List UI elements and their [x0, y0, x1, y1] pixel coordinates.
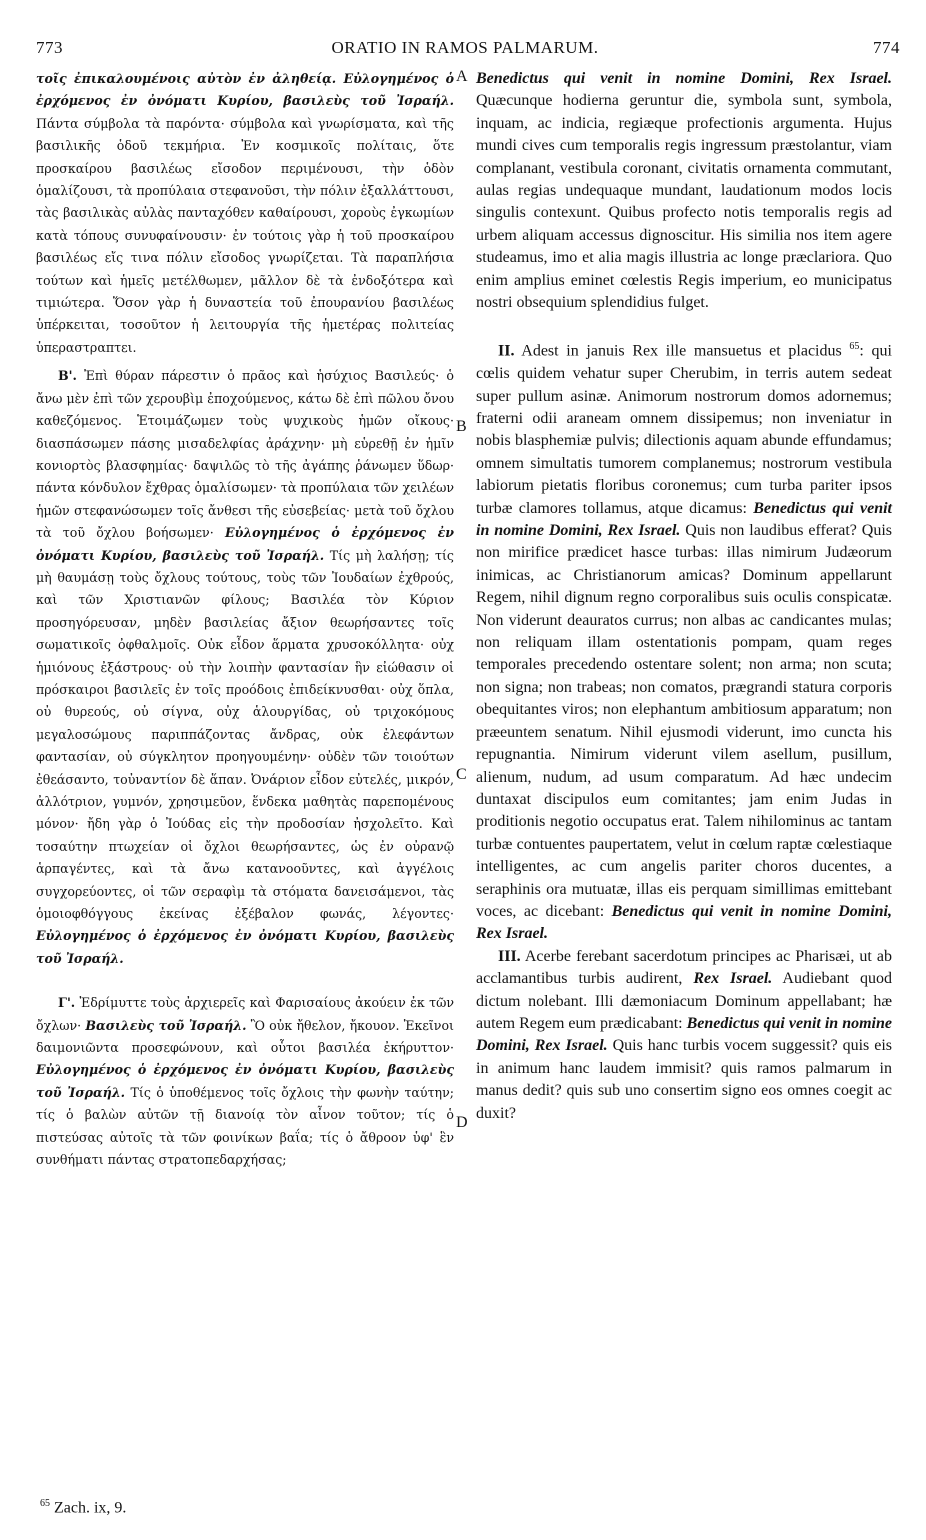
latin-paragraph-1: [476, 68, 892, 314]
text-run: : qui cœlis quidem vehatur super Cherubim, in terris autem sedeat super pullum asinæ. Animorum nostrorum domos adornemus; fraterni odii araneam omnem dissipemus; non inveniatur in nobis blasphemiæ pulvis; dilectionis aquam abunde effundamus; omnem simultatis tumorem complanemus; nostrorum vestibula labiorum pietatis floribus coronemus; cum turba pariter ipsos turbæ clamores tollamus, atque dicamus:: [476, 342, 893, 517]
quotation-run: Εὐλογημένος ὁ ἐρχόμενος ἐν ὀνόματι Κυρίου, βασιλεὺς τοῦ Ἰσραήλ.: [36, 1062, 454, 1100]
text-run: Ὃ οὐκ ἤθελον, ἤκουον. Ἐκεῖνοι δαιμονιῶντα προσεφώνουν, καὶ οὗτοι βασιλέα ἐκήρυττον·: [36, 1017, 454, 1056]
section-number: II.: [498, 342, 515, 360]
page-number-right: 774: [873, 38, 900, 57]
section-number: Β'.: [58, 368, 77, 384]
quotation-run: Rex Israel.: [693, 970, 773, 988]
margin-letter-a: A: [456, 68, 468, 85]
page-number-left: 773: [36, 38, 63, 57]
text-run: Acerbe ferebant sacerdotum principes ac Pharisæi, ut ab acclamantibus turbis audirent,: [476, 947, 892, 988]
greek-paragraph-1: [36, 68, 454, 359]
quotation-run: Benedictus qui venit in nomine Domini, Rex Israel.: [476, 902, 892, 943]
text-run: Ἐδρίμυττε τοὺς ἀρχιερεῖς καὶ Φαρισαίους ἀκούειν ἐκ τῶν ὄχλων·: [36, 995, 454, 1033]
footnote-ref: 65: [849, 341, 860, 353]
text-run: Τίς μὴ λαλήσῃ; τίς μὴ θαυμάσῃ τοὺς ὄχλους τούτους, τοὺς τῶν Ἰουδαίων ἐχθρούς, καὶ τῶν Χριστιανῶν φίλους; Βασιλέα τὸν Κύριον προσηγόρευσαν, μηδὲν βασιλείας ἄξιον θεωρήσαντες τοῖς σωματικοῖς ὀφθαλμοῖς. Οὐκ εἶδον ἅρματα χρυσοκόλλητα· οὐχ ἡμιόνους ἐξάστρους· οὐ τὴν λοιπὴν φαντασίαν ἣν εἰώθασιν οἱ πρόσκαιροι βασιλεῖς ἐν τοῖς προόδοις ἐπιδείκνυσθαι· οὐχ ὅπλα, οὐ θυρεούς, οὐ σίγνα, οὐχ ἁλουργίδας, οὐ τριχοκόμους μεγαλοσώμους παριππάζοντας ἄνδρας, οὐκ ἐλεφάντων φαντασίαν, οὐ σύγκλητον προηγουμένην· οὐδὲν τῶν τοιούτων ἐθεάσαντο, τοὐναντίον δὲ ἅπαν. Ὀνάριον εἶδον εὐτελές, μικρόν, ἀλλότριον, γυμνόν, χρησιμεῦον, ἕνδεκα μαθητὰς παρεπομένους μόνον· ἤδη γὰρ ὁ Ἰούδας εἰς τὴν προδοσίαν ἠσχολεῖτο. Καὶ τοσαύτην πτωχείαν οἱ ὄχλοι θεωρήσαντες, ὡς ἐν οὐρανῷ ἁρπαγέντες, καὶ τὰ ἄνω κατανοοῦντες, καὶ ἀγγέλοις συγχορεύοντες, οἱ τῶν σεραφὶμ τὰ στόματα δανεισάμενοι, τὰς ὁμοιοφθόγγους ἐκείνας ἐξέβαλον φωνάς, λέγοντες·: [36, 547, 454, 922]
section-number: III.: [498, 947, 521, 965]
quotation-run: Εὐλογημένος ὁ ἐρχόμενος ἐν ὀνόματι Κυρίου, βασιλεὺς τοῦ Ἰσραήλ.: [36, 525, 455, 563]
running-title: ORATIO IN RAMOS PALMARUM.: [331, 38, 599, 57]
text-run: Ἐπὶ θύραν πάρεστιν ὁ πρᾶος καὶ ἡσύχιος Βασιλεύς· ὁ ἄνω μὲν ἐπὶ τῶν χερουβὶμ ἐποχούμενος, κάτω δὲ ἐπὶ πῶλου ὄνου καθεζόμενος. Ἑτοιμάζωμεν τοὺς ψυχικοὺς ἡμῶν οἴκους· διασπάσωμεν πάσης μισαδελφίας ἀράχνην· μὴ εὑρεθῇ ἐν ἡμῖν κονιορτὸς βλασφημίας· δαψιλῶς τὸ τῆς ἀγάπης ῥάνωμεν ὕδωρ· πάντα κόνδυλον ἔχθρας ὁμαλίσωμεν· τὰ προπύλαια τῶν χειλέων ἡμῶν στεφανώσωμεν τοῖς ἄνθεσι τῆς εὐσεβείας· μετὰ τοῦ ὄχλου τὰ τοῦ ὄχλου βοήσωμεν·: [36, 368, 454, 541]
text-run: Adest in januis Rex ille mansuetus et placidus: [514, 342, 850, 360]
text-run: Πάντα σύμβολα τὰ παρόντα· σύμβολα καὶ γνωρίσματα, καὶ τῆς βασιλικῆς ὁδοῦ τεκμήρια. Ἐν κοσμικοῖς πολίταις, ὅτε προσκαίρου βασιλέως εἴσοδον περιμένουσι, τὴν ὁδὸν ὁμαλίζουσι, τὰ προπύλαια στεφανοῦσι, τὴν πόλιν ἐξαλλάττουσι, τὰς βασιλικὰς αὐλὰς πανταχόθεν καθαίρουσι, χοροὺς ἐγκωμίων κατὰ τόπους συνυφαίνουσιν· ἐν τούτοις γὰρ ἡ τοῦ προσκαίρου βασιλέως εἴς τινα πόλιν εἴσοδος γνωρίζεται. Τὰ παραπλήσια τούτων καὶ ἡμεῖς μετέλθωμεν, μᾶλλον δὲ τὰ ἐνδοξότερα καὶ τιμιώτερα. Ὅσον γὰρ ἡ δυναστεία τοῦ ἐπουρανίου βασιλέως ὑπέρκειται, τοσοῦτον ἡ λειτουργία τῆς ἡμετέρας πολιτείας ὑπεραστραπτει.: [36, 115, 454, 355]
section-number: Γ'.: [58, 995, 76, 1011]
text-run: Quæcunque hodierna geruntur die, symbola sunt, symbola, inquam, ac indicia, regiæque profectionis argumenta. Hujus mundi cives cum temporalis regis ingressum præstolantur, viam complanant, vestibula coronant, civitatis ornamenta commutant, aulas regias undequaque mundant, laudationum modos locis singulis contexunt. Quibus profecto notis temporalis regis ad urbem aliquam accessus dignoscitur. His similia nos item agere studeamus, imo et alia magis illustria ac longe præclariora. Quo enim amplius eminet cœlestis Regis imperium, eo municipatus nostri obsequium splendidius fulget.: [476, 92, 892, 312]
quotation-run: Benedictus qui venit in nomine Domini, Rex Israel.: [476, 70, 892, 87]
greek-paragraph-3: [36, 992, 454, 1171]
margin-letter-b: B: [456, 418, 467, 435]
greek-paragraph-2: [36, 365, 454, 970]
latin-paragraph-2: [476, 336, 892, 945]
quotation-run: Βασιλεὺς τοῦ Ἰσραήλ.: [85, 1017, 247, 1033]
quotation-run: τοῖς ἐπικαλουμένοις αὐτὸν ἐν ἀληθείᾳ. Εὐλογημένος ὁ ἐρχόμενος ἐν ὀνόματι Κυρίου, βασιλεὺς τοῦ Ἰσραήλ.: [36, 71, 454, 109]
latin-paragraph-3: [476, 946, 892, 1125]
quotation-run: Εὐλογημένος ὁ ἐρχόμενος ἐν ὀνόματι Κυρίου, βασιλεὺς τοῦ Ἰσραήλ.: [36, 928, 454, 966]
text-run: Quis non laudibus efferat? Quis non mirifice prædicet hasce turbas: illas nimirum Judæorum inimicas, ac Christianorum amicas? Dominum appellarunt Regem, nihil dignum regno corporalibus suis oculis conspicatæ. Non viderunt deauratos currus; non albas ac candicantes mulas; non reliquam illam ostentationis pompam, quam reges temporales precedendo ostentare solent; non arma; non scuta; non signa; non trabeas; non comatos, prægrandi statura corporis obequitantes viros; non elephantum ambitiosum apparatum; non præeuntem senatum. Nihil ejusmodi viderunt, imo cuncta his repugnantia. Nimirum viderunt vilem asellum, pusillum, alienum, nudum, ad usum comparatum. Ad hæc undecim duntaxat discipulos eum comitantes; jam enim Judas in proditionis negotio occupatus erat. Talem nihilominus ac tantam turbæ contuentes paupertatem, velut in cœlum raptæ cœlestiaque intelligentes, ac cum angelis pariter choros ducentes, a seraphinis ora mutuatæ, illas eis perquam simillimas emittebant voces, ac dicebant:: [476, 522, 893, 920]
page-header: [30, 38, 900, 64]
text-run: Audiebant quod dictum nolebant. Illi dæmoniacum Dominum appellabant; hæ autem Regem eum prædicabant:: [476, 970, 893, 1032]
latin-column: [476, 68, 892, 1125]
footnote-text: Zach. ix, 9.: [54, 1499, 127, 1517]
quotation-run: Benedictus qui venit in nomine Domini, Rex Israel.: [476, 499, 892, 540]
greek-column: [36, 68, 454, 1172]
footnote-number: 65: [40, 1498, 50, 1509]
margin-letter-c: C: [456, 766, 467, 783]
quotation-run: Benedictus qui venit in nomine Domini, Rex Israel.: [476, 1014, 892, 1055]
text-run: Quis hanc turbis vocem suggessit? quis eis in animum hanc laudem immisit? quis ramos palmarum in manus dedit? quis sub uno consertim signo eos omnes coegit ac duxit?: [476, 1037, 892, 1122]
text-run: Τίς ὁ ὑποθέμενος τοῖς ὄχλοις τὴν φωνὴν ταύτην; τίς ὁ βαλὼν αὐτῶν τῇ διανοίᾳ τὸν αἶνον τοῦτον; τίς ὁ πιστεύσας αὐτοῖς τὰ τῶν φοινίκων βαΐα; τίς ὁ ἄθροον ὑφ' ἓν συνθήματι πάντας στρατοπεδαρχήσας;: [36, 1084, 454, 1168]
footnote: [40, 1498, 126, 1517]
margin-letter-d: D: [456, 1114, 468, 1131]
